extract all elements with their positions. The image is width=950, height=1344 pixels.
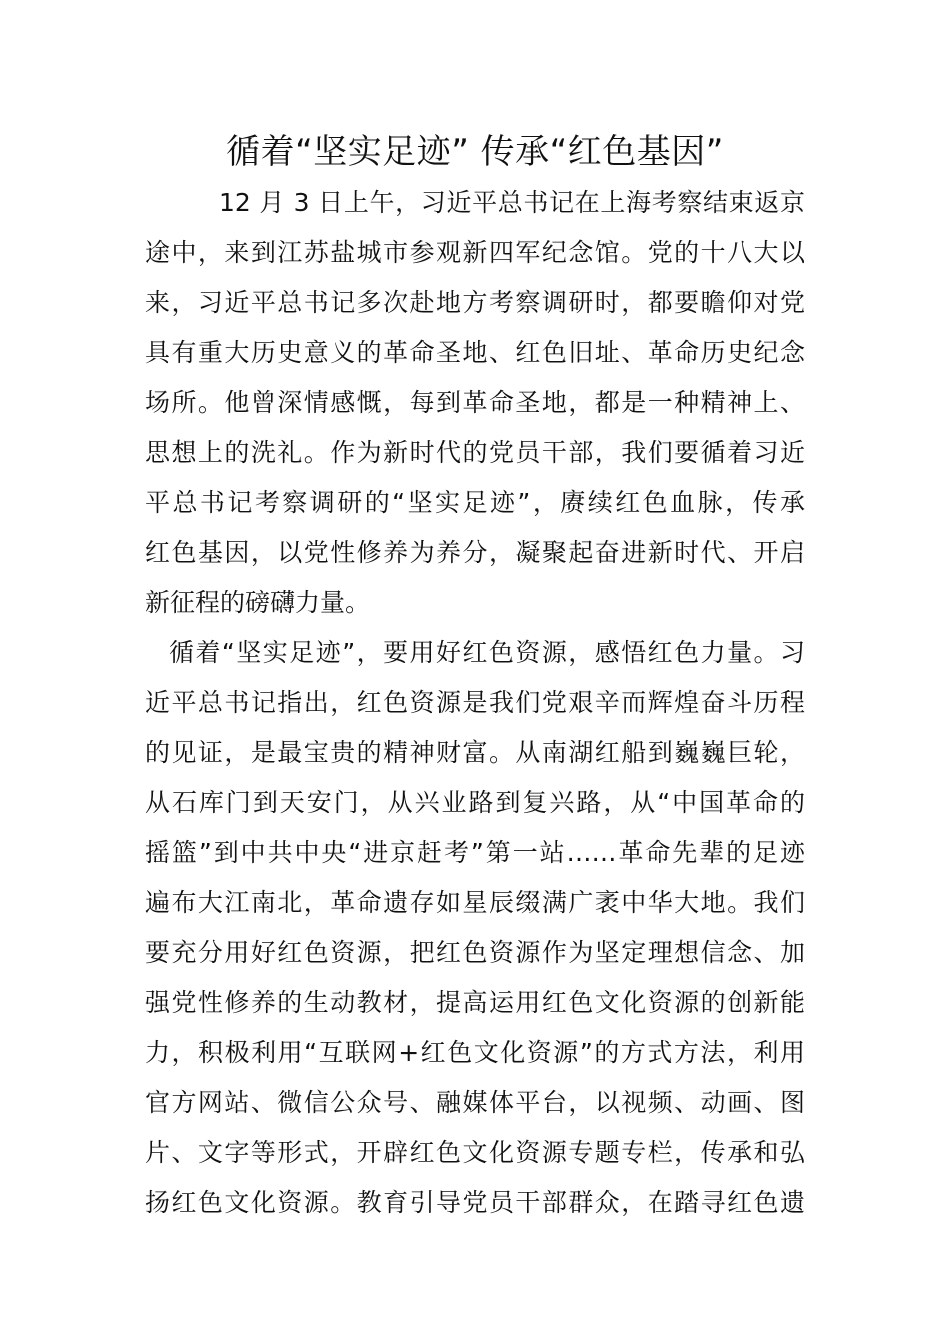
text-line: 具有重大历史意义的革命圣地、红色旧址、革命历史纪念 (145, 338, 805, 367)
text-line: 12 月 3 日上午，习近平总书记在上海考察结束返京 (219, 188, 805, 217)
text-line: 力，积极利用“互联网+红色文化资源”的方式方法，利用 (145, 1038, 805, 1067)
article-title: 循着“坚实足迹” 传承“红色基因” (226, 132, 724, 172)
text-line: 的见证，是最宝贵的精神财富。从南湖红船到巍巍巨轮， (145, 738, 805, 767)
text-line: 要充分用好红色资源，把红色资源作为坚定理想信念、加 (145, 938, 805, 967)
text-line: 场所。他曾深情感慨，每到革命圣地，都是一种精神上、 (145, 388, 805, 417)
text-line: 强党性修养的生动教材，提高运用红色文化资源的创新能 (145, 988, 805, 1017)
text-line: 红色基因，以党性修养为养分，凝聚起奋进新时代、开启 (145, 538, 805, 567)
text-line: 循着“坚实足迹”，要用好红色资源，感悟红色力量。习 (169, 638, 805, 667)
text-line: 扬红色文化资源。教育引导党员干部群众，在踏寻红色遗 (145, 1188, 805, 1217)
text-line: 新征程的磅礴力量。 (145, 588, 371, 617)
text-line: 片、文字等形式，开辟红色文化资源专题专栏，传承和弘 (145, 1138, 805, 1167)
text-line: 平总书记考察调研的“坚实足迹”，赓续红色血脉，传承 (145, 488, 805, 517)
paragraph-2 (145, 628, 805, 1228)
text-line: 来，习近平总书记多次赴地方考察调研时，都要瞻仰对党 (145, 288, 805, 317)
text-line: 摇篮”到中共中央“进京赶考”第一站……革命先辈的足迹 (145, 838, 805, 867)
text-line: 近平总书记指出，红色资源是我们党艰辛而辉煌奋斗历程 (145, 688, 805, 717)
article-body (145, 178, 805, 1228)
text-line: 从石库门到天安门，从兴业路到复兴路，从“中国革命的 (145, 788, 805, 817)
paragraph-1 (145, 178, 805, 628)
text-line: 途中，来到江苏盐城市参观新四军纪念馆。党的十八大以 (145, 238, 805, 267)
text-line: 官方网站、微信公众号、融媒体平台，以视频、动画、图 (145, 1088, 805, 1117)
text-line: 遍布大江南北，革命遗存如星辰缀满广袤中华大地。我们 (145, 888, 805, 917)
text-line: 思想上的洗礼。作为新时代的党员干部，我们要循着习近 (145, 438, 805, 467)
